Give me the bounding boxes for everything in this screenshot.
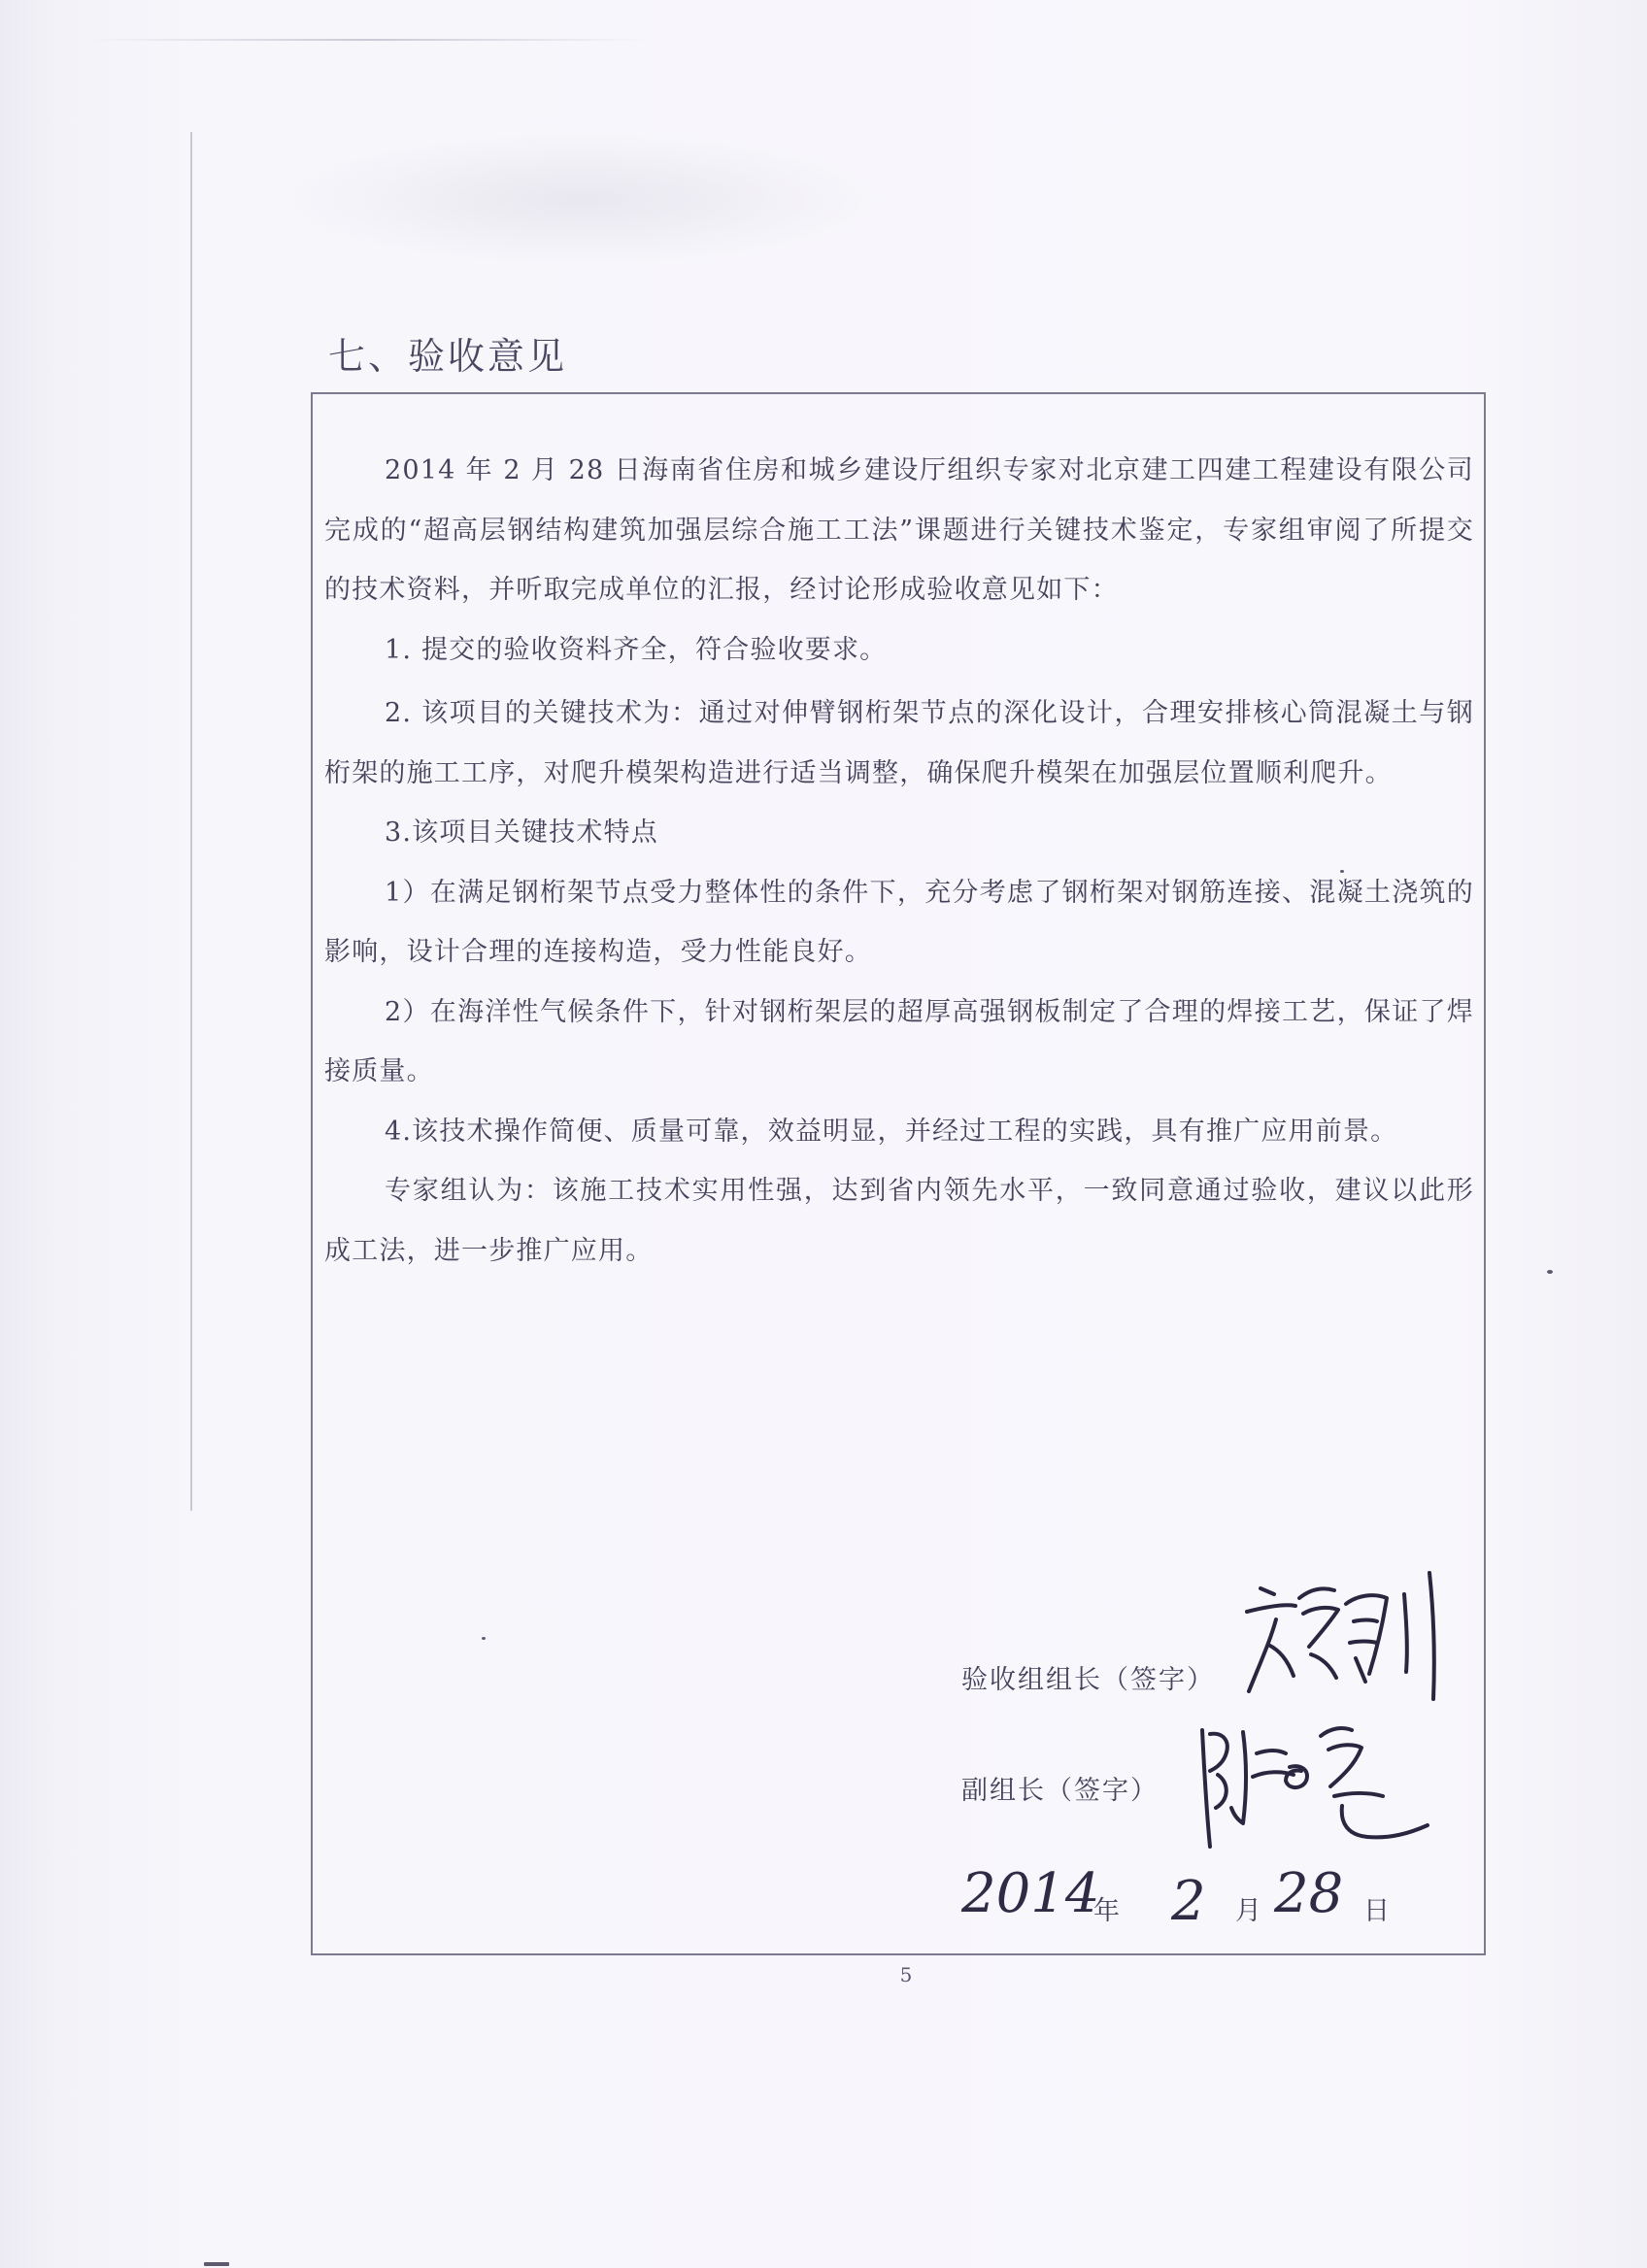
deputy-signature — [1189, 1711, 1431, 1856]
opinion-intro-paragraph: 2014 年 2 月 28 日海南省住房和城乡建设厅组织专家对北京建工四建工程建设有限公司完成的“超高层钢结构建筑加强层综合施工工法”课题进行关键技术鉴定，专家组审阅了所提交的技术资料，并听取完成单位的汇报，经讨论形成验收意见如下： — [324, 455, 1474, 605]
scan-speck — [1547, 1270, 1553, 1274]
scan-top-edge — [87, 39, 651, 41]
opinion-item-1: 1. 提交的验收资料齐全，符合验收要求。 — [385, 634, 888, 665]
date-row — [961, 1862, 1428, 1940]
scan-bleed-through — [282, 131, 884, 267]
opinion-item-2: 2. 该项目的关键技术为：通过对伸臂钢桁架节点的深化设计，合理安排核心筒混凝土与钢桁架的施工工序，对爬升模架构造进行适当调整，确保爬升模架在加强层位置顺利爬升。 — [324, 698, 1474, 788]
date-day-unit: 日 — [1363, 1896, 1390, 1926]
date-month-handwritten: 2 — [1171, 1870, 1206, 1933]
opinion-item-3-point-2: 2）在海洋性气候条件下，针对钢桁架层的超厚高强钢板制定了合理的焊接工艺，保证了焊接质量。 — [324, 996, 1474, 1086]
date-day-handwritten: 28 — [1274, 1862, 1344, 1925]
opinion-item-3-point-1: 1）在满足钢桁架节点受力整体性的条件下，充分考虑了钢桁架对钢筋连接、混凝土浇筑的影响，设计合理的连接构造，受力性能良好。 — [324, 877, 1474, 967]
date-year-unit: 年 — [1093, 1896, 1120, 1926]
opinion-body — [324, 441, 1474, 1281]
scan-page-edge — [190, 132, 192, 1511]
page-number: 5 — [899, 1963, 913, 1986]
leader-signature — [1241, 1565, 1459, 1711]
scan-speck — [204, 2262, 229, 2266]
opinion-item-4: 4.该技术操作简便、质量可靠，效益明显，并经过工程的实践，具有推广应用前景。 — [385, 1116, 1398, 1147]
date-year-handwritten: 2014 — [961, 1862, 1100, 1925]
opinion-item-3-heading: 3.该项目关键技术特点 — [385, 817, 658, 848]
deputy-signature-label: 副组长（签字） — [961, 1776, 1159, 1806]
date-month-unit: 月 — [1235, 1896, 1261, 1926]
section-heading: 七、验收意见 — [328, 335, 568, 378]
opinion-conclusion: 专家组认为：该施工技术实用性强，达到省内领先水平，一致同意通过验收，建议以此形成工法，进一步推广应用。 — [324, 1176, 1474, 1266]
leader-signature-label: 验收组组长（签字） — [961, 1665, 1215, 1695]
